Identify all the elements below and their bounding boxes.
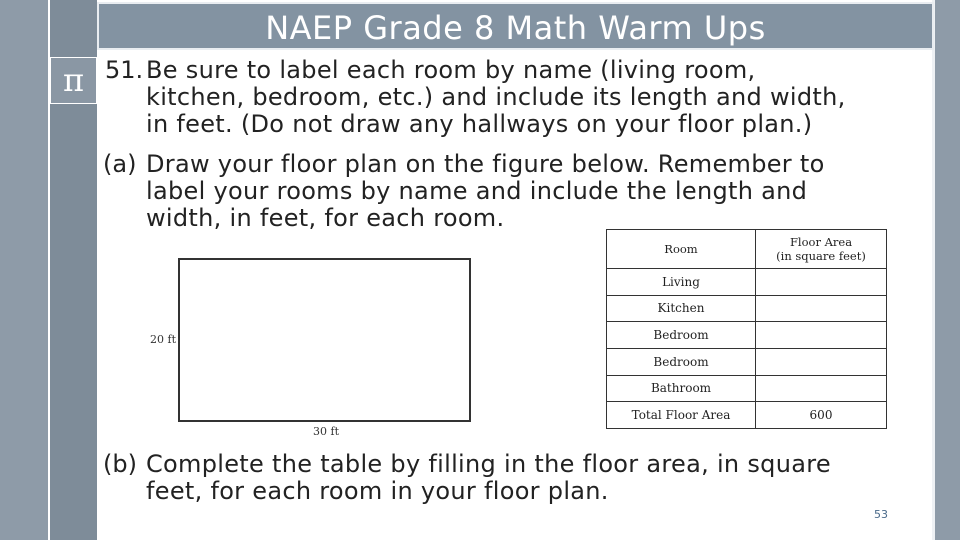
floor-area-table: [606, 229, 887, 429]
floor-area-cell[interactable]: [756, 295, 887, 322]
right-decor-band: [935, 0, 960, 540]
total-area-cell: 600: [756, 402, 887, 429]
floor-area-header-unit: (in square feet): [776, 249, 866, 263]
part-a-label: (a): [103, 150, 137, 178]
floor-area-cell[interactable]: [756, 269, 887, 296]
table-row: [607, 269, 887, 296]
room-name-cell: Living: [607, 269, 756, 296]
slide-title: NAEP Grade 8 Math Warm Ups: [265, 9, 766, 47]
table-row: [607, 375, 887, 402]
table-row: [607, 348, 887, 375]
table-row: [607, 322, 887, 349]
total-label-cell: Total Floor Area: [607, 402, 756, 429]
room-name-cell: Bathroom: [607, 375, 756, 402]
question-line: kitchen, bedroom, etc.) and include its length and width,: [146, 83, 846, 111]
part-a-line: width, in feet, for each room.: [146, 204, 505, 232]
question-line: in feet. (Do not draw any hallways on your floor plan.): [146, 110, 813, 138]
floor-plan-rectangle: [178, 258, 471, 422]
room-name-cell: Bedroom: [607, 348, 756, 375]
part-b-label: (b): [103, 450, 137, 478]
floor-area-cell[interactable]: [756, 348, 887, 375]
room-name-cell: Kitchen: [607, 295, 756, 322]
table-row: [607, 402, 887, 429]
table-row: [607, 295, 887, 322]
part-a-line: label your rooms by name and include the length and: [146, 177, 808, 205]
pi-icon: π: [50, 57, 97, 104]
floor-area-header-line: Floor Area: [789, 235, 853, 249]
left-decor-band: [0, 0, 48, 540]
table-header-row: [607, 230, 887, 269]
part-b-line: feet, for each room in your floor plan.: [146, 477, 609, 505]
room-column-header: Room: [607, 230, 756, 269]
title-bar: [97, 2, 934, 50]
page-number: 53: [874, 508, 888, 521]
floor-area-column-header: [756, 230, 887, 269]
width-dimension-label: 30 ft: [313, 425, 339, 438]
room-name-cell: Bedroom: [607, 322, 756, 349]
question-line: Be sure to label each room by name (living room,: [146, 56, 756, 84]
floor-area-cell[interactable]: [756, 375, 887, 402]
floor-area-cell[interactable]: [756, 322, 887, 349]
height-dimension-label: 20 ft: [150, 333, 176, 346]
part-a-line: Draw your floor plan on the figure below. Remember to: [146, 150, 825, 178]
part-b-line: Complete the table by filling in the floor area, in square: [146, 450, 831, 478]
question-number: 51.: [105, 56, 144, 84]
